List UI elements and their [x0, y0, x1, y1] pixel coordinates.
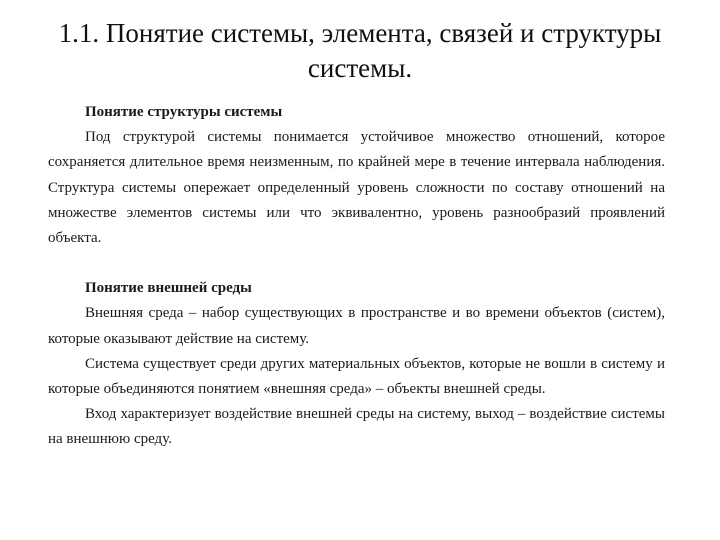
paragraph: Под структурой системы понимается устойчивое множество отношений, которое сохраняется длительное время неизменным, по крайней мере в течение интервала наблюдения. Структура системы опережает определенный уровень сложности по составу отношений на множестве элементов системы или что эквивалентно, уровень разнообразий проявлений объекта.	[48, 129, 665, 247]
section-environment	[48, 276, 665, 452]
section-gap	[48, 251, 665, 276]
slide-body	[48, 100, 665, 453]
section-heading: Понятие внешней среды	[85, 280, 252, 297]
section-heading: Понятие структуры системы	[85, 104, 283, 120]
slide-title: 1.1. Понятие системы, элемента, связей и структуры системы.	[58, 18, 662, 83]
section-structure	[48, 100, 665, 251]
paragraph: Вход характеризует воздействие внешней среды на систему, выход – воздействие системы на внешнюю среду.	[48, 406, 665, 448]
paragraph: Внешняя среда – набор существующих в пространстве и во времени объектов (систем), которые оказывают действие на систему.	[48, 305, 665, 347]
paragraph: Система существует среди других материальных объектов, которые не вошли в систему и которые объединяются понятием «внешняя среда» – объекты внешней среды.	[48, 355, 665, 398]
